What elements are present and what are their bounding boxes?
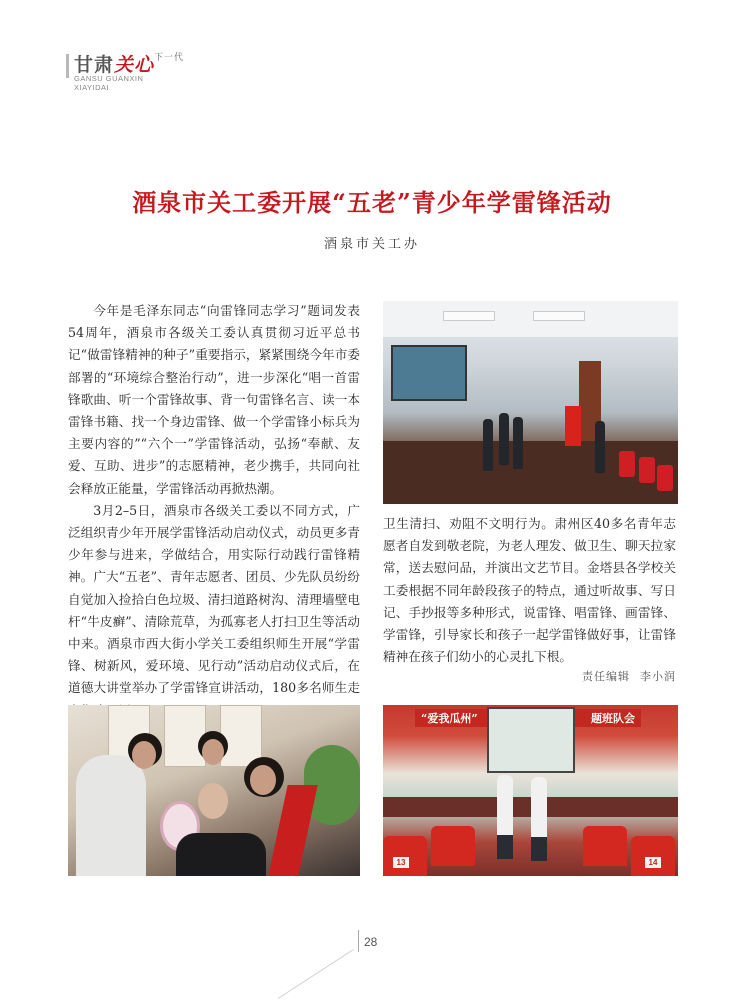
photo1-student [499, 413, 509, 465]
photo3-banner-text: “爱我瓜州” [421, 712, 478, 725]
editor-name: 李小润 [640, 671, 676, 683]
masthead-sub-line2: XIAYIDAI [74, 83, 110, 92]
photo1-student [483, 419, 493, 471]
photo2-elder-face [198, 783, 228, 819]
photo-ceremony-hall [383, 301, 678, 504]
page-number: 28 [364, 935, 378, 949]
photo3-seat-number: 14 [645, 857, 661, 868]
photo1-light [533, 311, 585, 321]
photo1-chair [657, 465, 673, 491]
photo2-sash [268, 785, 317, 876]
photo1-screen [391, 345, 467, 401]
photo3-student-pants [497, 835, 513, 859]
photo2-face [202, 739, 224, 765]
page-number-divider [358, 930, 359, 952]
photo2-volunteer-coat [76, 755, 146, 876]
paragraph-3: 卫生清扫、劝阻不文明行为。肃州区40多名青年志愿者自发到敬老院，为老人理发、做卫生、聊天拉家常，送去慰问品，并演出文艺节目。金塔县各学校关工委根据不同年龄段孩子的特点，通过听故事、写日记、手抄报等多种形式，说雷锋、唱雷锋、画雷锋、学雷锋，引导家长和孩子一起学雷锋做好事，让雷锋精神在孩子们幼小的心灵扎下根。 [383, 516, 676, 665]
decorative-line [278, 949, 354, 999]
photo-class-meeting [383, 705, 678, 876]
photo3-student [497, 775, 513, 837]
photo2-face [250, 765, 276, 795]
paragraph-2: 3月2–5日，酒泉市各级关工委以不同方式，广泛组织青少年开展学雷锋活动启动仪式，动员更多青少年参与进来，学做结合，用实际行动践行雷锋精神。广大“五老”、青年志愿者、团员、少先队员纷纷自觉加入捡拾白色垃圾、清扫道路树沟、清理墙壁电杆“牛皮癣”、清除荒草，为孤寡老人打扫卫生等活动中来。酒泉市西大街小学关工委组织师生开展“学雷锋、树新风，爱环境、见行动”活动启动仪式后，在道德大讲堂举办了学雷锋宣讲活动，180多名师生走 [68, 502, 360, 696]
photo1-student [513, 417, 523, 469]
photo2-barber-cape [176, 833, 266, 876]
photo2-face [132, 741, 156, 769]
photo3-banner-text-right: 题班队会 [591, 712, 635, 725]
photo3-screen [487, 707, 575, 773]
photo1-flag [565, 406, 581, 446]
photo1-student [595, 421, 605, 473]
article-title: 酒泉市关工委开展“五老”青少年学雷锋活动 [132, 188, 612, 217]
photo1-chair [619, 451, 635, 477]
photo3-chair [631, 836, 675, 876]
masthead [66, 50, 185, 92]
article-author: 酒泉市关工办 [323, 237, 420, 252]
masthead-logo [74, 50, 184, 77]
body-column-right [383, 513, 676, 668]
photo3-seat-number: 13 [393, 857, 409, 868]
photo1-ceiling [383, 301, 678, 337]
photo1-light [443, 311, 495, 321]
photo-haircut-volunteers [68, 705, 360, 876]
editor-credit [582, 668, 676, 684]
photo3-chair [583, 826, 627, 866]
body-column-left [68, 300, 360, 722]
masthead-bar [66, 54, 69, 78]
photo3-chair [431, 826, 475, 866]
logo-main: 甘肃 [74, 54, 115, 76]
masthead-sub-line1: GANSU GUANXIN [74, 74, 144, 83]
photo3-chair [383, 836, 427, 876]
editor-label: 责任编辑 [582, 671, 630, 683]
logo-small: 下一代 [154, 53, 185, 63]
logo-red: 关心 [114, 54, 155, 76]
paragraph-1: 今年是毛泽东同志“向雷锋同志学习”题词发表54周年，酒泉市各级关工委认真贯彻习近平总书记“做雷锋精神的种子”重要指示，紧紧围绕今年市委部署的“环境综合整治行动”，进一步深化“唱一首雷锋歌曲、听一个雷锋故事、背一句雷锋名言、读一本雷锋书籍、找一个身边雷锋、做一个学雷锋小标兵为主要内容的”“六个一”学雷锋活动，弘扬“奉献、友爱、互助、进步”的志愿精神，老少携手，共同向社会释放正能量，学雷锋活动再掀热潮。 [68, 303, 360, 496]
photo3-student-pants [531, 837, 547, 861]
photo2-window [164, 705, 206, 767]
photo3-student [531, 777, 547, 839]
photo1-chair [639, 457, 655, 483]
